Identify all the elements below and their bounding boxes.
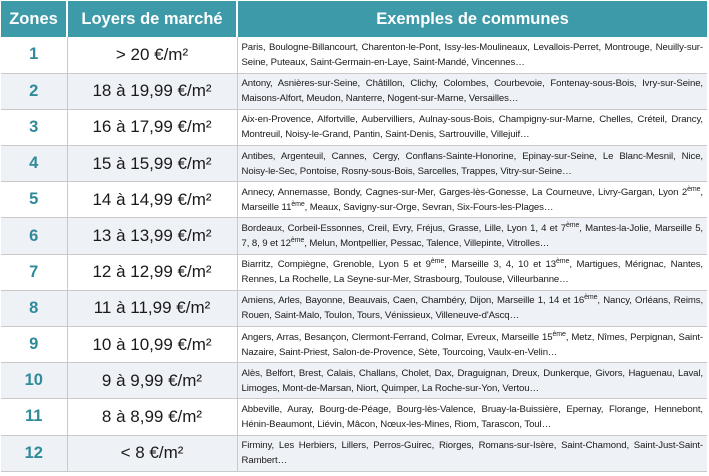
header-rents: Loyers de marché bbox=[67, 1, 237, 37]
table-row bbox=[1, 37, 707, 73]
zone-cell: 12 bbox=[1, 435, 67, 471]
table-row bbox=[1, 109, 707, 145]
rent-zones-table bbox=[1, 1, 707, 472]
rent-cell: 12 à 12,99 €/m² bbox=[67, 254, 237, 290]
communes-cell: Alès, Belfort, Brest, Calais, Challans, Cholet, Dax, Draguignan, Dreux, Dunkerque, Givors, Haguenau, Laval, Limoges, Mont-de-Marsan, Niort, Quimper, La Roche-sur-Yon, Vertou… bbox=[237, 363, 707, 399]
zone-cell: 2 bbox=[1, 73, 67, 109]
communes-cell: Amiens, Arles, Bayonne, Beauvais, Caen, Chambéry, Dijon, Marseille 1, 14 et 16ème, Nancy, Orléans, Reims, Rouen, Saint-Malo, Toulon, Tours, Vénissieux, Villeneuve-d'Ascq… bbox=[237, 290, 707, 326]
rent-cell: < 8 €/m² bbox=[67, 435, 237, 471]
rent-cell: 18 à 19,99 €/m² bbox=[67, 73, 237, 109]
rent-cell: 14 à 14,99 €/m² bbox=[67, 182, 237, 218]
table-row bbox=[1, 399, 707, 435]
table-row bbox=[1, 327, 707, 363]
header-communes: Exemples de communes bbox=[237, 1, 707, 37]
table-row bbox=[1, 146, 707, 182]
zone-cell: 8 bbox=[1, 290, 67, 326]
zone-cell: 10 bbox=[1, 363, 67, 399]
zone-cell: 7 bbox=[1, 254, 67, 290]
rent-cell: 10 à 10,99 €/m² bbox=[67, 327, 237, 363]
table-row bbox=[1, 73, 707, 109]
rent-cell: 11 à 11,99 €/m² bbox=[67, 290, 237, 326]
communes-cell: Paris, Boulogne-Billancourt, Charenton-le-Pont, Issy-les-Moulineaux, Levallois-Perret, Montrouge, Neuilly-sur-Seine, Puteaux, Saint-Germain-en-Laye, Saint-Mandé, Vincennes… bbox=[237, 37, 707, 73]
communes-cell: Aix-en-Provence, Alfortville, Aubervilliers, Aulnay-sous-Bois, Champigny-sur-Marne, Chelles, Créteil, Drancy, Montreuil, Noisy-le-Grand, Pantin, Saint-Denis, Sartrouville, Villejuif… bbox=[237, 109, 707, 145]
zone-cell: 11 bbox=[1, 399, 67, 435]
communes-cell: Antony, Asnières-sur-Seine, Châtillon, Clichy, Colombes, Courbevoie, Fontenay-sous-Bois, Ivry-sur-Seine, Maisons-Alfort, Meudon, Nanterre, Nogent-sur-Marne, Versailles… bbox=[237, 73, 707, 109]
zone-cell: 1 bbox=[1, 37, 67, 73]
table-row bbox=[1, 182, 707, 218]
communes-cell: Annecy, Annemasse, Bondy, Cagnes-sur-Mer, Garges-lès-Gonesse, La Courneuve, Livry-Gargan, Lyon 2ème, Marseille 11ème, Meaux, Savigny-sur-Orge, Sevran, Six-Fours-les-Plages… bbox=[237, 182, 707, 218]
zone-cell: 3 bbox=[1, 109, 67, 145]
table-row bbox=[1, 218, 707, 254]
table-row bbox=[1, 254, 707, 290]
zone-cell: 9 bbox=[1, 327, 67, 363]
communes-cell: Bordeaux, Corbeil-Essonnes, Creil, Evry, Fréjus, Grasse, Lille, Lyon 1, 4 et 7ème, Mantes-la-Jolie, Marseille 5, 7, 8, 9 et 12ème, Melun, Montpellier, Pessac, Talence, Villepinte, Vitrolles… bbox=[237, 218, 707, 254]
rent-cell: > 20 €/m² bbox=[67, 37, 237, 73]
table-row bbox=[1, 435, 707, 471]
table-row bbox=[1, 290, 707, 326]
communes-cell: Firminy, Les Herbiers, Lillers, Perros-Guirec, Riorges, Romans-sur-Isère, Saint-Chamond, Saint-Just-Saint-Rambert… bbox=[237, 435, 707, 471]
rent-cell: 9 à 9,99 €/m² bbox=[67, 363, 237, 399]
rent-cell: 8 à 8,99 €/m² bbox=[67, 399, 237, 435]
communes-cell: Antibes, Argenteuil, Cannes, Cergy, Conflans-Sainte-Honorine, Epinay-sur-Seine, Le Blanc-Mesnil, Nice, Noisy-le-Sec, Pontoise, Rosny-sous-Bois, Sarcelles, Trappes, Vitry-sur-Seine… bbox=[237, 146, 707, 182]
communes-cell: Biarritz, Compiègne, Grenoble, Lyon 5 et 9ème, Marseille 3, 4, 10 et 13ème, Martigues, Mérignac, Nantes, Rennes, La Rochelle, La Seyne-sur-Mer, Strasbourg, Toulouse, Villeurbanne… bbox=[237, 254, 707, 290]
header-zones: Zones bbox=[1, 1, 67, 37]
communes-cell: Abbeville, Auray, Bourg-de-Péage, Bourg-lès-Valence, Bruay-la-Buissière, Epernay, Florange, Hennebont, Hénin-Beaumont, Liévin, Mâcon, Nœux-les-Mines, Riom, Tarascon, Toul… bbox=[237, 399, 707, 435]
zone-cell: 5 bbox=[1, 182, 67, 218]
rent-cell: 16 à 17,99 €/m² bbox=[67, 109, 237, 145]
rent-cell: 13 à 13,99 €/m² bbox=[67, 218, 237, 254]
table-row bbox=[1, 363, 707, 399]
zone-cell: 6 bbox=[1, 218, 67, 254]
communes-cell: Angers, Arras, Besançon, Clermont-Ferrand, Colmar, Evreux, Marseille 15ème, Metz, Nîmes, Perpignan, Saint-Nazaire, Saint-Priest, Salon-de-Provence, Sète, Tourcoing, Vaulx-en-Velin… bbox=[237, 327, 707, 363]
zone-cell: 4 bbox=[1, 146, 67, 182]
table-header-row bbox=[1, 1, 707, 37]
rent-cell: 15 à 15,99 €/m² bbox=[67, 146, 237, 182]
